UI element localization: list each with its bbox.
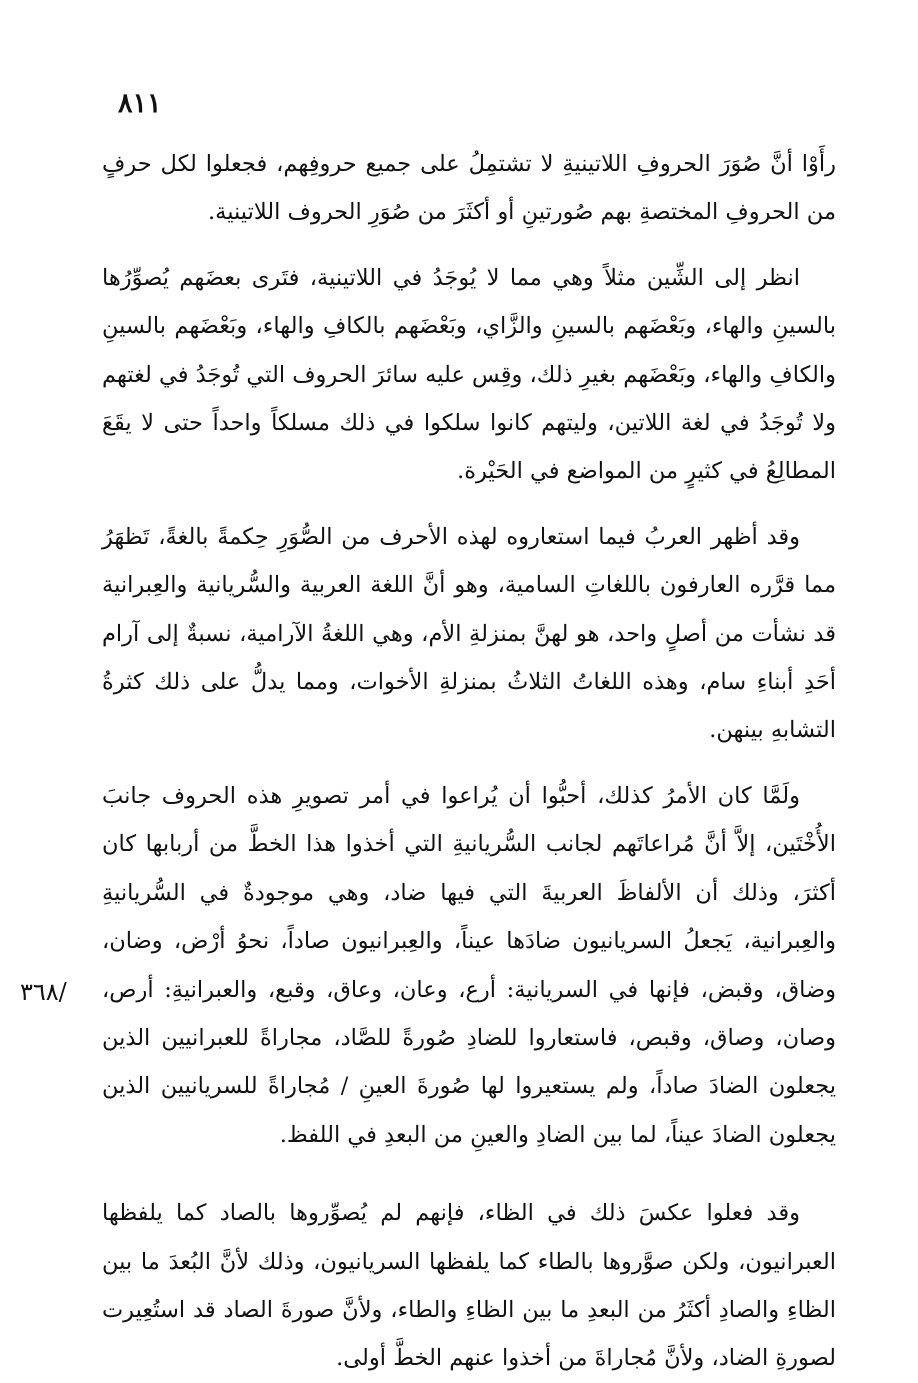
- paragraph-5: وقد فعلوا عكسَ ذلك في الظاء، فإنهم لم يُصوِّروها بالصاد كما يلفظها العبرانيون، ولكن صوَّروها بالطاء كما يلفظها السريانيون، وذلك لأنَّ البُعدَ ما بين الظاءِ والصادِ أكثَرُ من البعدِ ما بين الظاءِ والطاء، ولأنَّ صورةَ الصاد قد استُعِيرت لصورةِ الضاد، ولأنَّ مُجاراةَ من أخذوا عنهم الخطَّ أولى.: [102, 1200, 836, 1372]
- paragraph-2: انظر إلى الشِّين مثلاً وهي مما لا يُوجَدُ في اللاتينية، فتَرى بعضَهم يُصوِّرُها بالسينِ والهاء، وبَعْضَهم بالسينِ والزَّاي، وبَعْضَهم بالكافِ والهاء، وبَعْضَهم بالسينِ والكافِ والهاء، وبَعْضَهم بغيرِ ذلك، وقِس عليه سائرَ الحروف التي تُوجَدُ في لغتهم ولا تُوجَدُ في لغة اللاتين، وليتهم كانوا سلكوا في ذلك مسلكاً واحداً حتى لا يقَعَ المطالِعُ في كثيرٍ من المواضع في الحَيْرة.: [102, 264, 836, 485]
- body-text: [102, 140, 836, 1383]
- margin-page-reference: /٣٦٨: [20, 978, 67, 1006]
- paragraph-1: رأَوْا أنَّ صُوَرَ الحروفِ اللاتينيةِ لا تشتمِلُ على جميع حروفِهم، فجعلوا لكل حرفٍ من الحروفِ المختصةِ بهم صُورتينِ أو أكثَرَ من صُوَرِ الحروف اللاتينية.: [102, 151, 836, 226]
- paragraph-3: وقد أظهر العربُ فيما استعاروه لهذه الأحرف من الصُّوَرِ حِكمةً بالغةً، تَظهَرُ مما قرَّره العارفون باللغاتِ السامية، وهو أنَّ اللغة العربية والسُّريانية والعِبرانية قد نشأت من أصلٍ واحد، هو لهنَّ بمنزلةِ الأم، وهي اللغةُ الآرامية، نسبةٌ إلى آرام أحَدِ أبناءِ سام، وهذه اللغاتُ الثلاثُ بمنزلةِ الأخوات، ومما يدلُّ على ذلك كثرةُ التشابهِ بينهن.: [102, 523, 836, 744]
- page-number: ٨١١: [118, 88, 162, 119]
- paragraph-4: ولَمَّا كان الأمرُ كذلك، أحبُّوا أن يُراعوا في أمر تصويرِ هذه الحروف جانبَ الأُخْتَين، إلاَّ أنَّ مُراعاتَهم لجانب السُّريانيةِ التي أخذوا هذا الخطَّ من أربابها كان أكثرَ، وذلك أن الألفاظَ العربيةَ التي فيها ضاد، وهي موجودةٌ في السُّريانيةِ والعِبرانية، يَجعلُ السريانيون ضادَها عيناً، والعِبرانيون صاداً، نحوُ أرْض، وضان، وضاق، وقبض، فإنها في السريانية: أرع، وعان، وعاق، وقبع، والعبرانيةِ: أرص، وصان، وصاق، وقبص، فاستعاروا للضادِ صُورةً للصَّاد، مجاراةً للعبرانيين الذين يجعلون الضادَ صاداً، ولم يستعيروا لها صُورةَ العينِ / مُجاراةً للسريانيين الذين يجعلون الضادَ عيناً، لما بين الضادِ والعينِ من البعدِ في اللفظ.: [102, 782, 836, 1148]
